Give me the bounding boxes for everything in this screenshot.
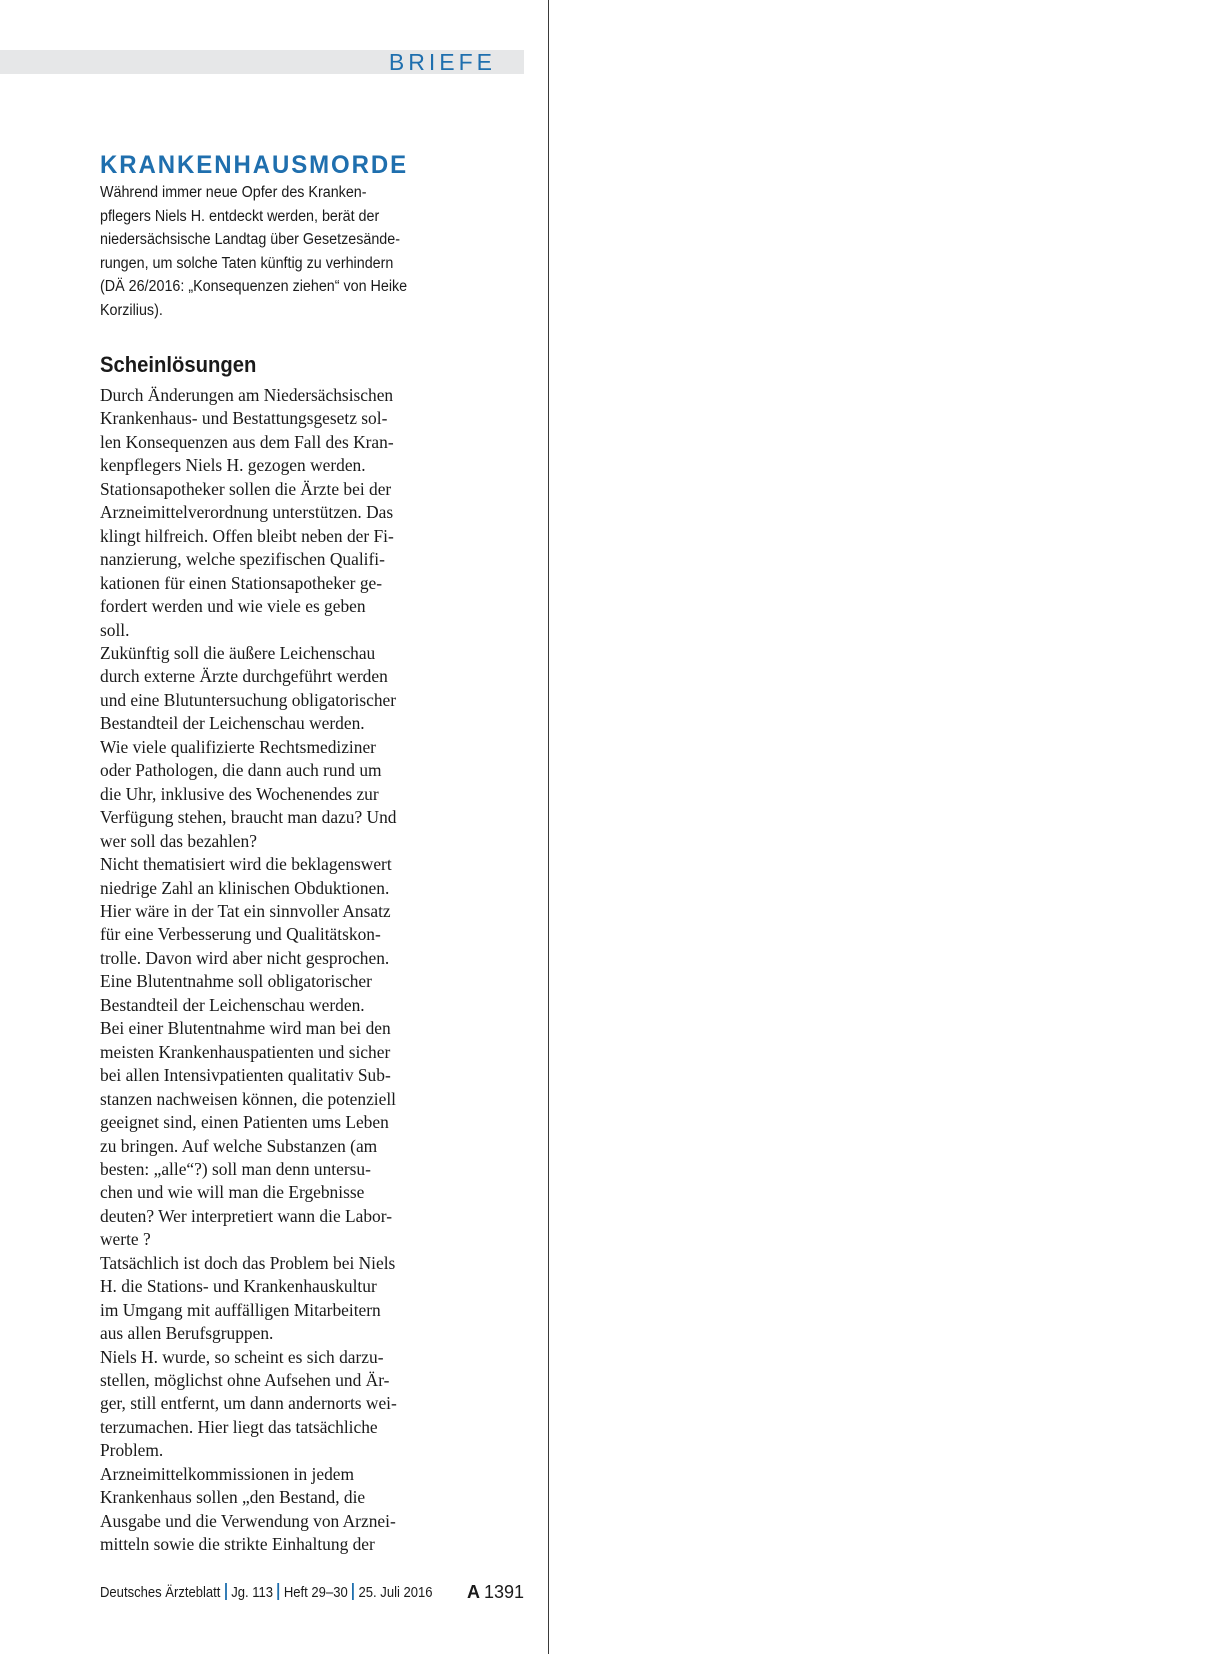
page-number — [467, 1580, 524, 1604]
article-body: Durch Änderungen am Niedersächsischen Krankenhaus- und Bestattungsgesetz sol- len Konsequenzen aus dem Fall des Kran- kenpflegers Niels H. gezogen werden. Stationsapotheker sollen die Ärzte bei der Arzneimittelverordnung unterstützen. Das klingt hilfreich. Offen bleibt neben der Fi- nanzierung, welche spezifischen Qualifi- kationen für einen Stationsapotheker ge- fordert werden und wie viele es geben soll. Zukünftig soll die äußere Leichenschau durch externe Ärzte durchgeführt werden und eine Blutuntersuchung obligatorischer Bestandteil der Leichenschau werden. Wie viele qualifizierte Rechtsmediziner oder Pathologen, die dann auch rund um die Uhr, inklusive des Wochenendes zur Verfügung stehen, braucht man dazu? Und wer soll das bezahlen? Nicht thematisiert wird die beklagenswert niedrige Zahl an klinischen Obduktionen. Hier wäre in der Tat ein sinnvoller Ansatz für eine Verbesserung und Qualitätskon- trolle. Davon wird aber nicht gesprochen. Eine Blutentnahme soll obligatorischer Bestandteil der Leichenschau werden. Bei einer Blutentnahme wird man bei den meisten Krankenhauspatienten und sicher bei allen Intensivpatienten qualitativ Sub- stanzen nachweisen können, die potenziell geeignet sind, einen Patienten ums Leben zu bringen. Auf welche Substanzen (am besten: „alle“?) soll man denn untersu- chen und wie will man die Ergebnisse deuten? Wer interpretiert wann die Labor- werte ? Tatsächlich ist doch das Problem bei Niels H. die Stations- und Krankenhauskultur im Umgang mit auffälligen Mitarbeitern aus allen Berufsgruppen. Niels H. wurde, so scheint es sich darzu- stellen, möglichst ohne Aufsehen und Är- ger, still entfernt, um dann andernorts wei- terzumachen. Hier liegt das tatsächliche Problem. Arzneimittelkommissionen in jedem Krankenhaus sollen „den Bestand, die Ausgabe und die Verwendung von Arznei- mitteln sowie die strikte Einhaltung der — [100, 385, 397, 1555]
footer-separator — [225, 1583, 227, 1600]
journal-date: 25. Juli 2016 — [358, 1585, 433, 1601]
topic-heading: KRANKENHAUSMORDE — [100, 151, 409, 179]
topic-intro: Während immer neue Opfer des Kranken- pflegers Niels H. entdeckt werden, berät der niedersächsische Landtag über Gesetzesände- rungen, um solche Taten künftig zu verhindern (DÄ 26/2016: „Konsequenzen ziehen“ von Heike Korzilius). — [100, 184, 408, 319]
footer-separator — [352, 1583, 354, 1600]
journal-issue: Heft 29–30 — [283, 1585, 348, 1601]
footer-citation — [100, 1582, 433, 1604]
page-footer — [100, 1582, 524, 1606]
article-title: Scheinlösungen — [100, 352, 257, 377]
journal-name: Deutsches Ärzteblatt — [100, 1585, 221, 1601]
section-label: BRIEFE — [388, 49, 496, 75]
column-divider — [548, 0, 549, 1654]
footer-separator — [278, 1583, 280, 1600]
journal-volume: Jg. 113 — [231, 1585, 274, 1601]
section-header-bar — [0, 50, 524, 74]
page-number-value: 1391 — [483, 1582, 524, 1602]
page-prefix: A — [466, 1582, 480, 1602]
